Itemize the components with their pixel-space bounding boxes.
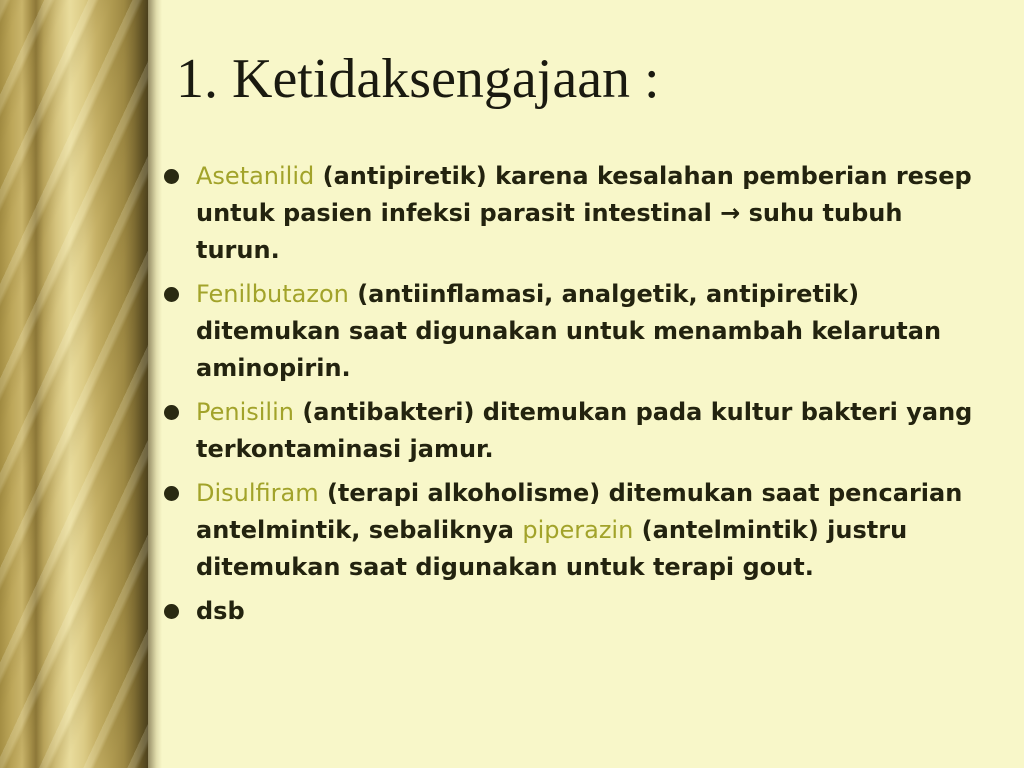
bullet-icon — [164, 604, 179, 619]
drug-name: Asetanilid — [196, 162, 315, 190]
drug-name: piperazin — [522, 516, 634, 544]
slide-title: 1. Ketidaksengajaan : — [176, 48, 660, 110]
item-text: suhu tubuh turun. — [196, 199, 903, 264]
bullet-list — [160, 158, 980, 637]
list-item-disulfiram — [160, 475, 980, 586]
item-text: (antiinflamasi, analgetik, antipiretik) ditemukan saat digunakan untuk menambah kelarutan aminopirin. — [196, 280, 942, 382]
list-item-asetanilid — [160, 158, 980, 269]
list-item-penisilin — [160, 394, 980, 468]
item-text: (antibakteri) ditemukan pada kultur bakteri yang terkontaminasi jamur. — [196, 398, 973, 463]
bullet-icon — [164, 486, 179, 501]
item-text: (terapi alkoholisme) ditemukan saat pencarian antelmintik, sebaliknya — [196, 479, 963, 544]
drug-name: Penisilin — [196, 398, 294, 426]
list-item-fenilbutazon — [160, 276, 980, 387]
bullet-icon — [164, 169, 179, 184]
item-text: (antipiretik) karena kesalahan pemberian resep untuk pasien infeksi parasit intestinal — [196, 162, 972, 227]
drug-name: Fenilbutazon — [196, 280, 349, 308]
right-arrow-icon: → — [720, 199, 741, 227]
drug-name: Disulfiram — [196, 479, 319, 507]
item-text: (antelmintik) justru ditemukan saat digunakan untuk terapi gout. — [196, 516, 908, 581]
bullet-icon — [164, 287, 179, 302]
list-item-dsb — [160, 593, 980, 630]
item-text: dsb — [196, 597, 245, 625]
decorative-gold-column — [0, 0, 148, 768]
bullet-icon — [164, 405, 179, 420]
